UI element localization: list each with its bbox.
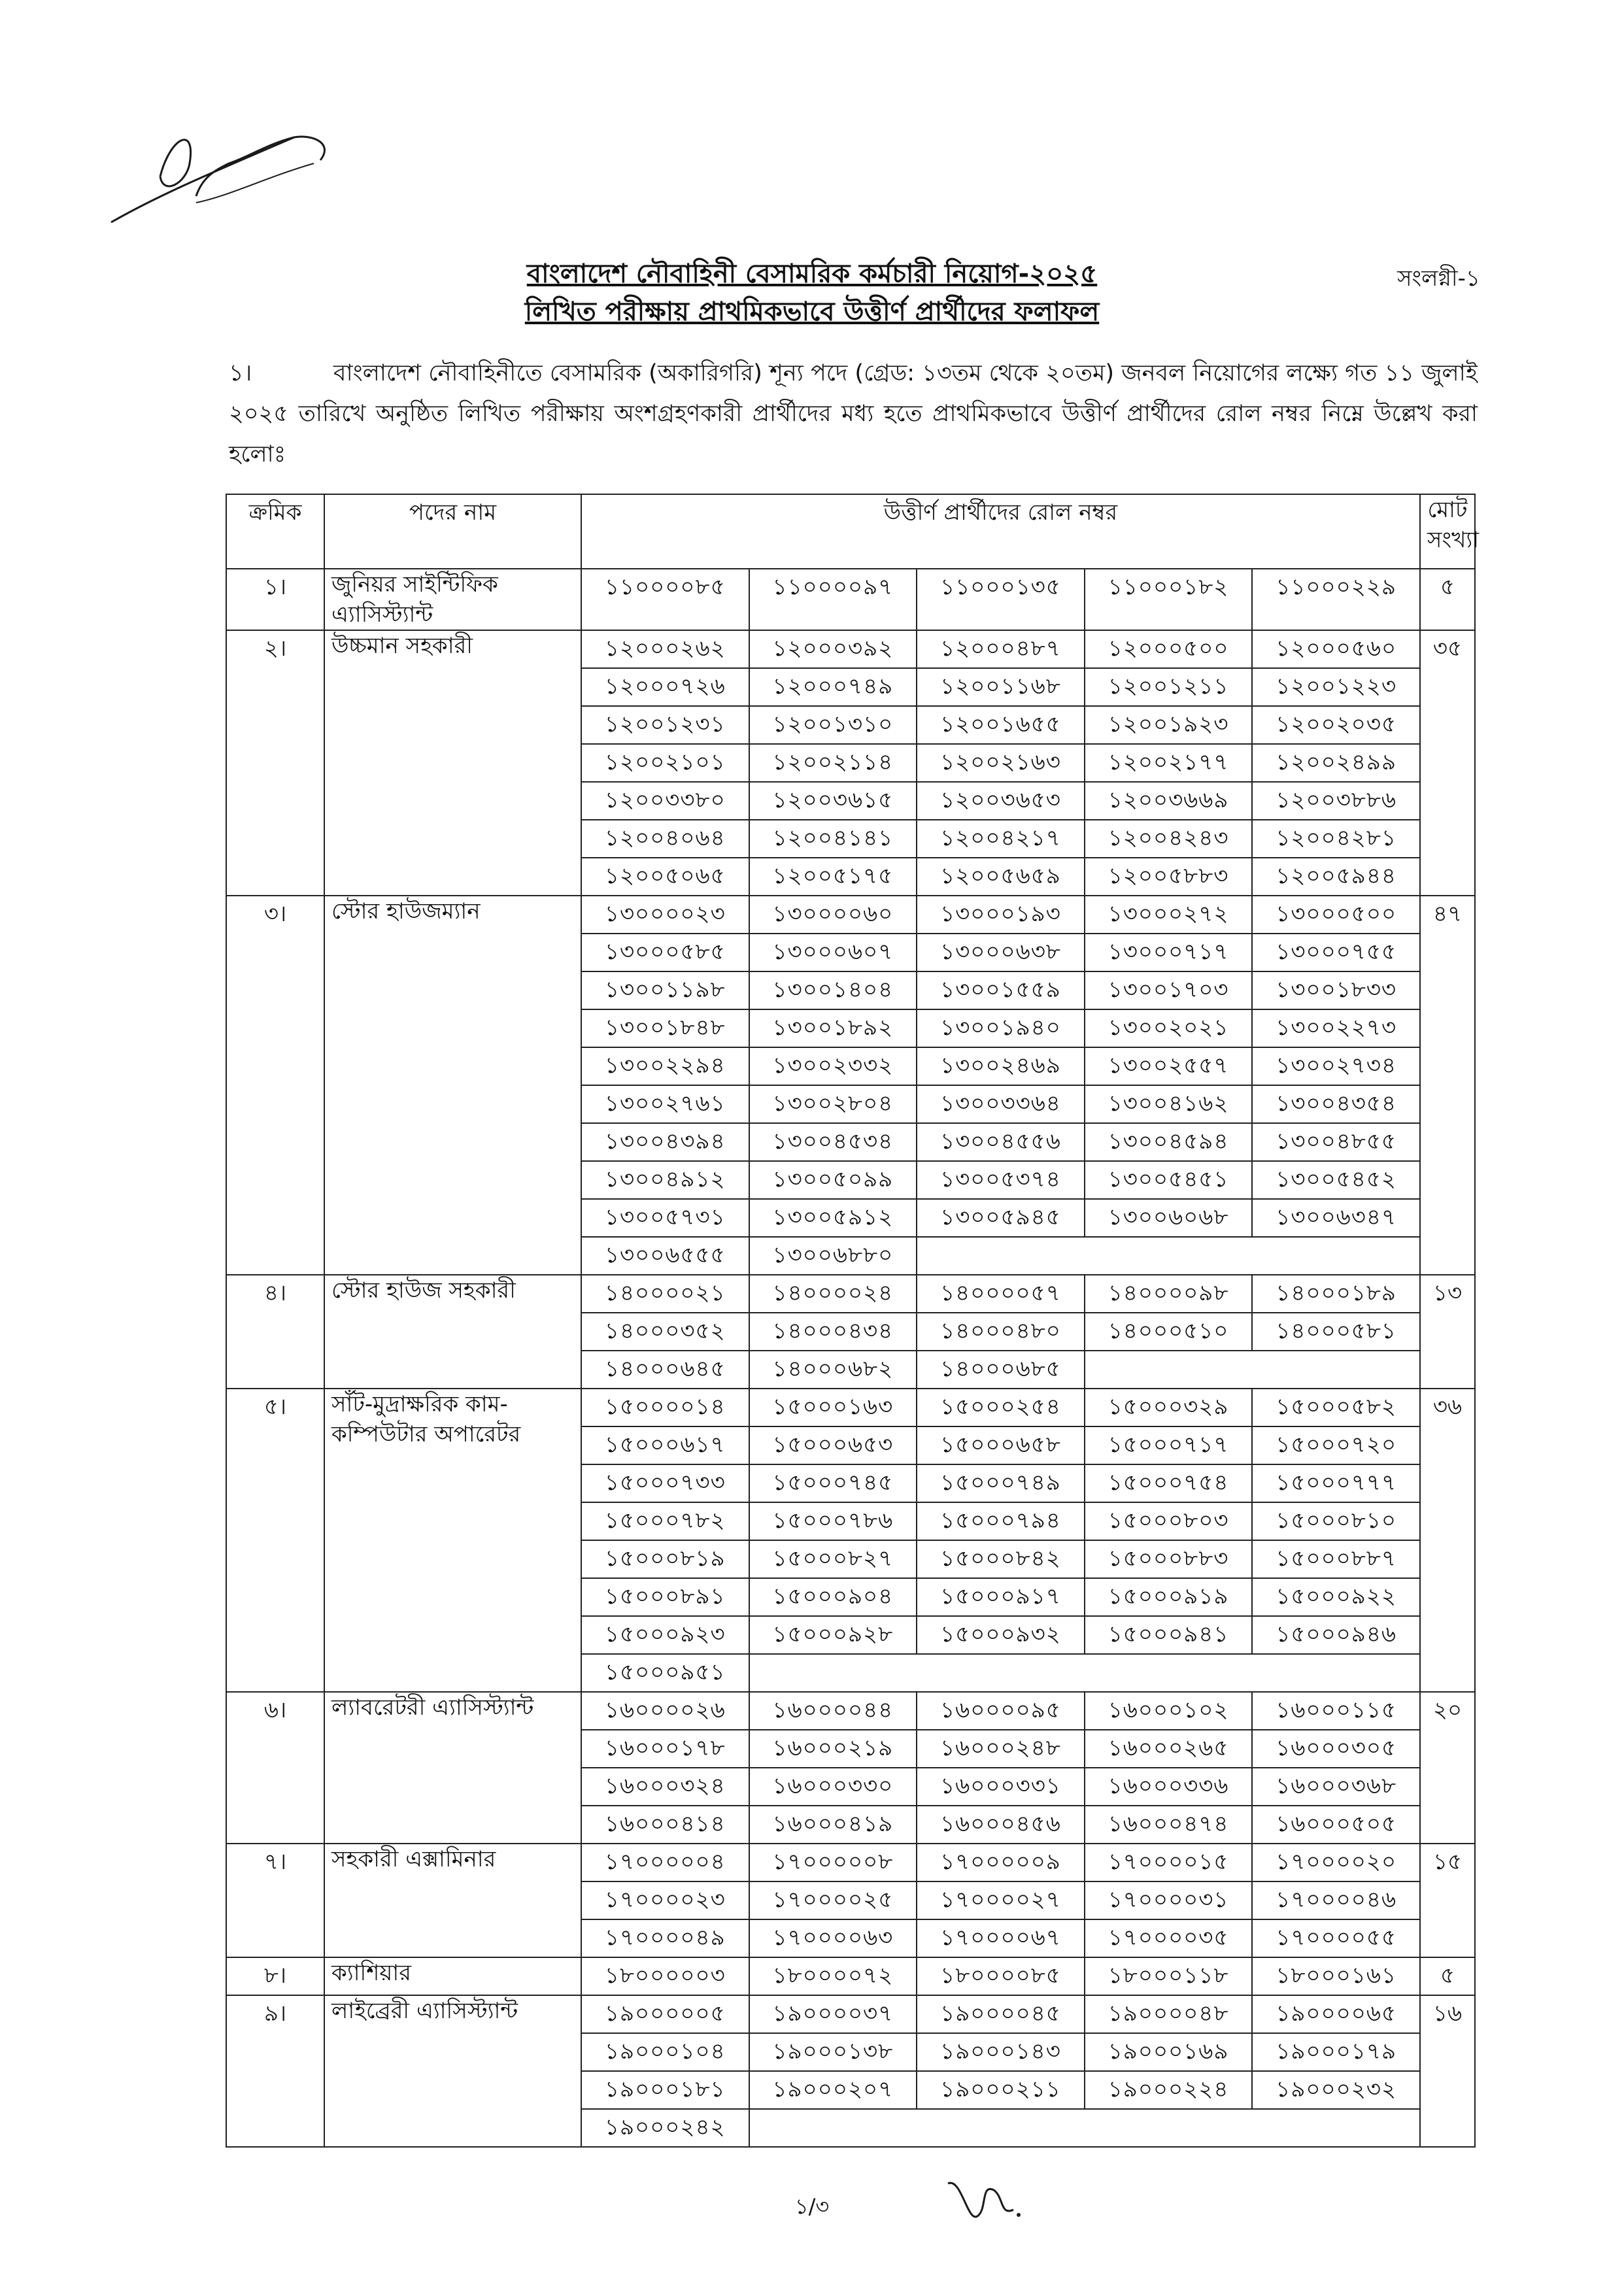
post-name-cell: উচ্চমান সহকারী <box>324 630 581 896</box>
roll-number-cell: ১৫০০০৯২৩ <box>581 1616 749 1654</box>
roll-number-cell: ১৫০০০৮৮৭ <box>1252 1540 1420 1578</box>
roll-number-cell: ১৫০০০৭২০ <box>1252 1426 1420 1464</box>
roll-number-cell: ১৩০০০১৯৩ <box>917 896 1085 934</box>
roll-number-cell: ১৫০০০৩২৯ <box>1085 1389 1253 1426</box>
roll-number-cell: ১৫০০০৭৫৪ <box>1085 1464 1253 1502</box>
roll-number-cell: ১৩০০০৬৩৮ <box>917 934 1085 971</box>
post-name-cell: লাইব্রেরী এ্যাসিস্ট্যান্ট <box>324 1995 581 2147</box>
table-row <box>226 1995 1475 2033</box>
roll-number-cell: ১৩০০২৫৫৭ <box>1085 1047 1253 1085</box>
roll-number-cell: ১৯০০০০৪৮ <box>1085 1995 1253 2033</box>
roll-number-cell: ১৭০০০০২৩ <box>581 1881 749 1919</box>
roll-number-cell: ১৩০০১৮৯২ <box>749 1009 917 1047</box>
roll-number-cell: ১৩০০৫৯১২ <box>749 1199 917 1237</box>
empty-cell <box>749 1654 1420 1692</box>
roll-number-cell: ১১০০০১৮২ <box>1085 569 1253 630</box>
roll-number-cell: ১২০০২০৩৫ <box>1252 706 1420 744</box>
serial-cell: ৪। <box>226 1275 324 1389</box>
roll-number-cell: ১২০০০৩৯২ <box>749 630 917 668</box>
roll-number-cell: ১৫০০০৯৪৬ <box>1252 1616 1420 1654</box>
roll-number-cell: ১৫০০০৯৩২ <box>917 1616 1085 1654</box>
roll-number-cell: ১৩০০২৭৬১ <box>581 1085 749 1123</box>
roll-number-cell: ১২০০০৫০০ <box>1085 630 1253 668</box>
roll-number-cell: ১৪০০০১৮৯ <box>1252 1275 1420 1313</box>
table-row <box>226 1844 1475 1881</box>
table-row <box>226 1275 1475 1313</box>
roll-number-cell: ১৯০০০০০৫ <box>581 1995 749 2033</box>
roll-number-cell: ১২০০১১৬৮ <box>917 668 1085 706</box>
document-subtitle: লিখিত পরীক্ষায় প্রাথমিকভাবে উত্তীর্ণ প্রার্থীদের ফলাফল <box>524 297 1100 327</box>
roll-number-cell: ১৩০০২৮০৪ <box>749 1085 917 1123</box>
page-number: ১/৩ <box>794 2194 830 2219</box>
roll-number-cell: ১১০০০০৯৭ <box>749 569 917 630</box>
roll-number-cell: ১৬০০০১০২ <box>1085 1692 1253 1730</box>
roll-number-cell: ১৬০০০৪১৪ <box>581 1806 749 1844</box>
roll-number-cell: ১৩০০৫৪৫২ <box>1252 1161 1420 1199</box>
header-serial: ক্রমিক <box>226 494 324 569</box>
total-count-cell: ৩৫ <box>1420 630 1475 896</box>
roll-number-cell: ১৭০০০০৪৯ <box>581 1919 749 1957</box>
roll-number-cell: ১২০০২১১৪ <box>749 744 917 782</box>
initials-signature <box>941 2170 1026 2229</box>
roll-number-cell: ১৩০০৬৫৫৫ <box>581 1237 749 1275</box>
roll-number-cell: ১২০০০৫৬০ <box>1252 630 1420 668</box>
roll-number-cell: ১৫০০০৮০৩ <box>1085 1502 1253 1540</box>
roll-number-cell: ১৬০০০১১৫ <box>1252 1692 1420 1730</box>
post-name-cell: সহকারী এক্সামিনার <box>324 1844 581 1957</box>
roll-number-cell: ১২০০৫৬৫৯ <box>917 858 1085 896</box>
roll-number-cell: ১৭০০০০২৭ <box>917 1881 1085 1919</box>
document-header <box>0 255 1624 331</box>
roll-number-cell: ১৭০০০০৬৩ <box>749 1919 917 1957</box>
roll-number-cell: ১৭০০০০৩৫ <box>1085 1919 1253 1957</box>
roll-number-cell: ১৫০০০৬৫৩ <box>749 1426 917 1464</box>
header-total: মোট সংখ্যা <box>1420 494 1475 569</box>
roll-number-cell: ১২০০১২১১ <box>1085 668 1253 706</box>
roll-number-cell: ১৩০০১৭০৩ <box>1085 971 1253 1009</box>
roll-number-cell: ১৪০০০৫৮১ <box>1252 1313 1420 1351</box>
roll-number-cell: ১৮০০০০০৩ <box>581 1957 749 1995</box>
roll-number-cell: ১৬০০০৩২৪ <box>581 1768 749 1806</box>
roll-number-cell: ১৩০০৪৫৩৪ <box>749 1123 917 1161</box>
roll-number-cell: ১৪০০০০২৪ <box>749 1275 917 1313</box>
roll-number-cell: ১৯০০০০৬৫ <box>1252 1995 1420 2033</box>
serial-cell: ৮। <box>226 1957 324 1995</box>
roll-number-cell: ১১০০০২২৯ <box>1252 569 1420 630</box>
roll-number-cell: ১৫০০০৭১৭ <box>1085 1426 1253 1464</box>
roll-number-cell: ১২০০৫০৬৫ <box>581 858 749 896</box>
roll-number-cell: ১৯০০০০৪৫ <box>917 1995 1085 2033</box>
serial-cell: ৬। <box>226 1692 324 1844</box>
roll-number-cell: ১৩০০৪৯১২ <box>581 1161 749 1199</box>
roll-number-cell: ১৯০০০১০৪ <box>581 2033 749 2071</box>
serial-cell: ৭। <box>226 1844 324 1957</box>
empty-cell <box>917 1237 1420 1275</box>
roll-number-cell: ১৯০০০১৬৯ <box>1085 2033 1253 2071</box>
roll-number-cell: ১৭০০০০২৫ <box>749 1881 917 1919</box>
roll-number-cell: ১৬০০০১৭৮ <box>581 1730 749 1768</box>
roll-number-cell: ১৩০০০০৬০ <box>749 896 917 934</box>
roll-number-cell: ১৬০০০৩৩১ <box>917 1768 1085 1806</box>
roll-number-cell: ১৬০০০৪৫৬ <box>917 1806 1085 1844</box>
roll-number-cell: ১২০০১৩১০ <box>749 706 917 744</box>
roll-number-cell: ১৩০০০৫৮৫ <box>581 934 749 971</box>
post-name-cell: স্টোর হাউজ সহকারী <box>324 1275 581 1389</box>
roll-number-cell: ১১০০০০৮৫ <box>581 569 749 630</box>
roll-number-cell: ১৪০০০৬৮৫ <box>917 1351 1085 1389</box>
roll-number-cell: ১৩০০৬৮৮০ <box>749 1237 917 1275</box>
roll-number-cell: ১২০০২৪৯৯ <box>1252 744 1420 782</box>
roll-number-cell: ১৬০০০০৯৫ <box>917 1692 1085 1730</box>
roll-number-cell: ১৩০০১৪০৪ <box>749 971 917 1009</box>
roll-number-cell: ১৫০০০৯২৮ <box>749 1616 917 1654</box>
roll-number-cell: ১৩০০১৫৫৯ <box>917 971 1085 1009</box>
total-count-cell: ৫ <box>1420 1957 1475 1995</box>
roll-number-cell: ১৬০০০২১৯ <box>749 1730 917 1768</box>
roll-number-cell: ১৭০০০০৩১ <box>1085 1881 1253 1919</box>
roll-number-cell: ১২০০০৪৮৭ <box>917 630 1085 668</box>
roll-number-cell: ১৩০০৬০৬৮ <box>1085 1199 1253 1237</box>
roll-number-cell: ১২০০০৭৪৯ <box>749 668 917 706</box>
total-count-cell: ৫ <box>1420 569 1475 630</box>
table-row <box>226 1692 1475 1730</box>
roll-number-cell: ১২০০৪২১৭ <box>917 820 1085 858</box>
roll-number-cell: ১৬০০০২৬৫ <box>1085 1730 1253 1768</box>
post-name-cell: জুনিয়র সাইন্টিফিক এ্যাসিস্ট্যান্ট <box>324 569 581 630</box>
total-count-cell: ৩৬ <box>1420 1389 1475 1692</box>
intro-paragraph <box>229 353 1478 475</box>
table-row <box>226 569 1475 630</box>
empty-cell <box>1085 1351 1420 1389</box>
roll-number-cell: ১৭০০০০০৯ <box>917 1844 1085 1881</box>
handwritten-signature-date <box>98 98 360 242</box>
roll-number-cell: ১৩০০৩৩৬৪ <box>917 1085 1085 1123</box>
roll-number-cell: ১৩০০৫০৯৯ <box>749 1161 917 1199</box>
roll-number-cell: ১৫০০০৮১৯ <box>581 1540 749 1578</box>
roll-number-cell: ১৯০০০২৩২ <box>1252 2071 1420 2109</box>
roll-number-cell: ১২০০৫৯৪৪ <box>1252 858 1420 896</box>
document-title: বাংলাদেশ নৌবাহিনী বেসামরিক কর্মচারী নিয়োগ-২০২৫ <box>526 259 1098 289</box>
roll-number-cell: ১৩০০৫৩৭৪ <box>917 1161 1085 1199</box>
roll-number-cell: ১২০০৪২৪৩ <box>1085 820 1253 858</box>
roll-number-cell: ১৬০০০২৪৮ <box>917 1730 1085 1768</box>
roll-number-cell: ১৪০০০৩৫২ <box>581 1313 749 1351</box>
roll-number-cell: ১২০০১৬৫৫ <box>917 706 1085 744</box>
roll-number-cell: ১৯০০০১৮১ <box>581 2071 749 2109</box>
intro-text: বাংলাদেশ নৌবাহিনীতে বেসামরিক (অকারিগরি) শূন্য পদে (গ্রেড: ১৩তম থেকে ২০তম) জনবল নিয়োগের লক্ষ্যে গত ১১ জুলাই ২০২৫ তারিখে অনুষ্ঠিত লিখিত পরীক্ষায় অংশগ্রহণকারী প্রার্থীদের মধ্য হতে প্রাথমিকভাবে উত্তীর্ণ প্রার্থীদের রোল নম্বর নিম্নে উল্লেখ করা হলোঃ <box>229 360 1478 467</box>
roll-number-cell: ১২০০৩৮৮৬ <box>1252 782 1420 820</box>
roll-number-cell: ১২০০৩৬৫৩ <box>917 782 1085 820</box>
roll-number-cell: ১৭০০০০৬৭ <box>917 1919 1085 1957</box>
results-table <box>226 494 1480 2148</box>
roll-number-cell: ১২০০২১০১ <box>581 744 749 782</box>
roll-number-cell: ১২০০১৯২৩ <box>1085 706 1253 744</box>
roll-number-cell: ১৫০০০৯৪১ <box>1085 1616 1253 1654</box>
roll-number-cell: ১৪০০০৪৩৪ <box>749 1313 917 1351</box>
roll-number-cell: ১৪০০০৬৪৫ <box>581 1351 749 1389</box>
intro-number: ১। <box>229 360 252 386</box>
serial-cell: ২। <box>226 630 324 896</box>
roll-number-cell: ১২০০২১৭৭ <box>1085 744 1253 782</box>
roll-number-cell: ১৩০০০৭৫৫ <box>1252 934 1420 971</box>
roll-number-cell: ১৩০০০৬০৭ <box>749 934 917 971</box>
roll-number-cell: ১৫০০০৯০৪ <box>749 1578 917 1616</box>
roll-number-cell: ১৬০০০৫০৫ <box>1252 1806 1420 1844</box>
total-count-cell: ১৫ <box>1420 1844 1475 1957</box>
roll-number-cell: ১৫০০০৬১৭ <box>581 1426 749 1464</box>
roll-number-cell: ১৬০০০৩০৫ <box>1252 1730 1420 1768</box>
roll-number-cell: ১৩০০৪৮৫৫ <box>1252 1123 1420 1161</box>
roll-number-cell: ১৬০০০৪৭৪ <box>1085 1806 1253 1844</box>
roll-number-cell: ১৬০০০৩৩৬ <box>1085 1768 1253 1806</box>
roll-number-cell: ১২০০৪১৪১ <box>749 820 917 858</box>
roll-number-cell: ১৫০০০৮৪২ <box>917 1540 1085 1578</box>
roll-number-cell: ১৩০০৬৩৪৭ <box>1252 1199 1420 1237</box>
roll-number-cell: ১৩০০১৯৪০ <box>917 1009 1085 1047</box>
roll-number-cell: ১৩০০২২৯৪ <box>581 1047 749 1085</box>
roll-number-cell: ১৩০০৪৩৫৪ <box>1252 1085 1420 1123</box>
roll-number-cell: ১৫০০০৭৪৯ <box>917 1464 1085 1502</box>
roll-number-cell: ১৪০০০৬৮২ <box>749 1351 917 1389</box>
table-row <box>226 630 1475 668</box>
roll-number-cell: ১৯০০০০৩৭ <box>749 1995 917 2033</box>
roll-number-cell: ১৯০০০১৭৯ <box>1252 2033 1420 2071</box>
roll-number-cell: ১৯০০০২১১ <box>917 2071 1085 2109</box>
roll-number-cell: ১৫০০০৭৯৪ <box>917 1502 1085 1540</box>
roll-number-cell: ১৩০০০৭১৭ <box>1085 934 1253 971</box>
roll-number-cell: ১৫০০০৭৮২ <box>581 1502 749 1540</box>
roll-number-cell: ১৩০০২৪৬৯ <box>917 1047 1085 1085</box>
roll-number-cell: ১৮০০০১১৮ <box>1085 1957 1253 1995</box>
roll-number-cell: ১২০০৩৩৮০ <box>581 782 749 820</box>
header-rolls: উত্তীর্ণ প্রার্থীদের রোল নম্বর <box>581 494 1420 569</box>
roll-number-cell: ১৫০০০৫৮২ <box>1252 1389 1420 1426</box>
roll-number-cell: ১৫০০০৮৯১ <box>581 1578 749 1616</box>
roll-number-cell: ১৬০০০৩৬৮ <box>1252 1768 1420 1806</box>
roll-number-cell: ১৯০০০২৪২ <box>581 2109 749 2147</box>
roll-number-cell: ১৩০০৫৭৩১ <box>581 1199 749 1237</box>
roll-number-cell: ১৬০০০০৪৪ <box>749 1692 917 1730</box>
roll-number-cell: ১৭০০০০২০ <box>1252 1844 1420 1881</box>
roll-number-cell: ১৫০০০২৫৪ <box>917 1389 1085 1426</box>
roll-number-cell: ১৯০০০২২৪ <box>1085 2071 1253 2109</box>
roll-number-cell: ১২০০০৭২৬ <box>581 668 749 706</box>
roll-number-cell: ১৩০০৪৫৫৬ <box>917 1123 1085 1161</box>
roll-number-cell: ১২০০৫৮৮৩ <box>1085 858 1253 896</box>
roll-number-cell: ১৫০০০৯১৯ <box>1085 1578 1253 1616</box>
roll-number-cell: ১৪০০০০২১ <box>581 1275 749 1313</box>
roll-number-cell: ১২০০১২৩১ <box>581 706 749 744</box>
roll-number-cell: ১৩০০২৩৩২ <box>749 1047 917 1085</box>
total-count-cell: ৪৭ <box>1420 896 1475 1275</box>
roll-number-cell: ১২০০৪০৬৪ <box>581 820 749 858</box>
roll-number-cell: ১৩০০৫৯৪৫ <box>917 1199 1085 1237</box>
post-name-cell: স্টোর হাউজম্যান <box>324 896 581 1275</box>
roll-number-cell: ১৪০০০০৫৭ <box>917 1275 1085 1313</box>
roll-number-cell: ১৫০০০৬৫৮ <box>917 1426 1085 1464</box>
serial-cell: ১। <box>226 569 324 630</box>
annex-label: সংলগ্নী-১ <box>1397 265 1480 292</box>
roll-number-cell: ১৫০০০৯১৭ <box>917 1578 1085 1616</box>
table-header-row <box>226 494 1475 569</box>
roll-number-cell: ১৩০০৪৫৯৪ <box>1085 1123 1253 1161</box>
total-count-cell: ১৬ <box>1420 1995 1475 2147</box>
roll-number-cell: ১৯০০০১৪৩ <box>917 2033 1085 2071</box>
roll-number-cell: ১৭০০০০০৮ <box>749 1844 917 1881</box>
roll-number-cell: ১৮০০০০৭২ <box>749 1957 917 1995</box>
roll-number-cell: ১৮০০০১৬১ <box>1252 1957 1420 1995</box>
roll-number-cell: ১৬০০০০২৬ <box>581 1692 749 1730</box>
roll-number-cell: ১২০০৪২৮১ <box>1252 820 1420 858</box>
roll-number-cell: ১৫০০০৮২৭ <box>749 1540 917 1578</box>
roll-number-cell: ১৩০০৫৪৫১ <box>1085 1161 1253 1199</box>
roll-number-cell: ১৭০০০০৪৬ <box>1252 1881 1420 1919</box>
roll-number-cell: ১৩০০২৭৩৪ <box>1252 1047 1420 1085</box>
roll-number-cell: ১৩০০০২৭২ <box>1085 896 1253 934</box>
roll-number-cell: ১২০০১২২৩ <box>1252 668 1420 706</box>
serial-cell: ৩। <box>226 896 324 1275</box>
roll-number-cell: ১৭০০০০৫৫ <box>1252 1919 1420 1957</box>
roll-number-cell: ১৫০০০৮১০ <box>1252 1502 1420 1540</box>
roll-number-cell: ১৫০০০০১৪ <box>581 1389 749 1426</box>
post-name-cell: ক্যাশিয়ার <box>324 1957 581 1995</box>
roll-number-cell: ১২০০০২৬২ <box>581 630 749 668</box>
roll-number-cell: ১৬০০০৩৩০ <box>749 1768 917 1806</box>
roll-number-cell: ১৩০০৪৩৯৪ <box>581 1123 749 1161</box>
empty-cell <box>749 2109 1420 2147</box>
roll-number-cell: ১৬০০০৪১৯ <box>749 1806 917 1844</box>
roll-number-cell: ১৯০০০২০৭ <box>749 2071 917 2109</box>
roll-number-cell: ১৩০০২০২১ <box>1085 1009 1253 1047</box>
table-row <box>226 896 1475 934</box>
roll-number-cell: ১৩০০০০২৩ <box>581 896 749 934</box>
roll-number-cell: ১৫০০০১৬৩ <box>749 1389 917 1426</box>
roll-number-cell: ১৫০০০৭৩৩ <box>581 1464 749 1502</box>
roll-number-cell: ১৩০০২২৭৩ <box>1252 1009 1420 1047</box>
roll-number-cell: ১৩০০০৫০০ <box>1252 896 1420 934</box>
roll-number-cell: ১৮০০০০৮৫ <box>917 1957 1085 1995</box>
serial-cell: ৫। <box>226 1389 324 1692</box>
roll-number-cell: ১৪০০০৪৮০ <box>917 1313 1085 1351</box>
post-name-cell: সাঁট-মুদ্রাক্ষরিক কাম-কম্পিউটার অপারেটর <box>324 1389 581 1692</box>
roll-number-cell: ১৩০০১১৯৮ <box>581 971 749 1009</box>
table-row <box>226 1389 1475 1426</box>
table-row <box>226 1957 1475 1995</box>
roll-number-cell: ১৭০০০০১৫ <box>1085 1844 1253 1881</box>
roll-number-cell: ১৭০০০০০৪ <box>581 1844 749 1881</box>
roll-number-cell: ১৫০০০৭৮৬ <box>749 1502 917 1540</box>
roll-number-cell: ১৯০০০১৩৮ <box>749 2033 917 2071</box>
roll-number-cell: ১৫০০০৮৮৩ <box>1085 1540 1253 1578</box>
total-count-cell: ১৩ <box>1420 1275 1475 1389</box>
results-body <box>226 569 1475 2147</box>
roll-number-cell: ১৪০০০৫১০ <box>1085 1313 1253 1351</box>
roll-number-cell: ১৫০০০৯৫১ <box>581 1654 749 1692</box>
roll-number-cell: ১৩০০৪১৬২ <box>1085 1085 1253 1123</box>
roll-number-cell: ১৩০০১৮৪৮ <box>581 1009 749 1047</box>
header-post: পদের নাম <box>324 494 581 569</box>
roll-number-cell: ১৫০০০৭৭৭ <box>1252 1464 1420 1502</box>
roll-number-cell: ১২০০৫১৭৫ <box>749 858 917 896</box>
serial-cell: ৯। <box>226 1995 324 2147</box>
total-count-cell: ২০ <box>1420 1692 1475 1844</box>
roll-number-cell: ১২০০৩৬৬৯ <box>1085 782 1253 820</box>
roll-number-cell: ১২০০৩৬১৫ <box>749 782 917 820</box>
roll-number-cell: ১২০০২১৬৩ <box>917 744 1085 782</box>
post-name-cell: ল্যাবরেটরী এ্যাসিস্ট্যান্ট <box>324 1692 581 1844</box>
roll-number-cell: ১৫০০০৭৪৫ <box>749 1464 917 1502</box>
roll-number-cell: ১১০০০১৩৫ <box>917 569 1085 630</box>
roll-number-cell: ১৩০০১৮৩৩ <box>1252 971 1420 1009</box>
roll-number-cell: ১৫০০০৯২২ <box>1252 1578 1420 1616</box>
roll-number-cell: ১৪০০০০৯৮ <box>1085 1275 1253 1313</box>
